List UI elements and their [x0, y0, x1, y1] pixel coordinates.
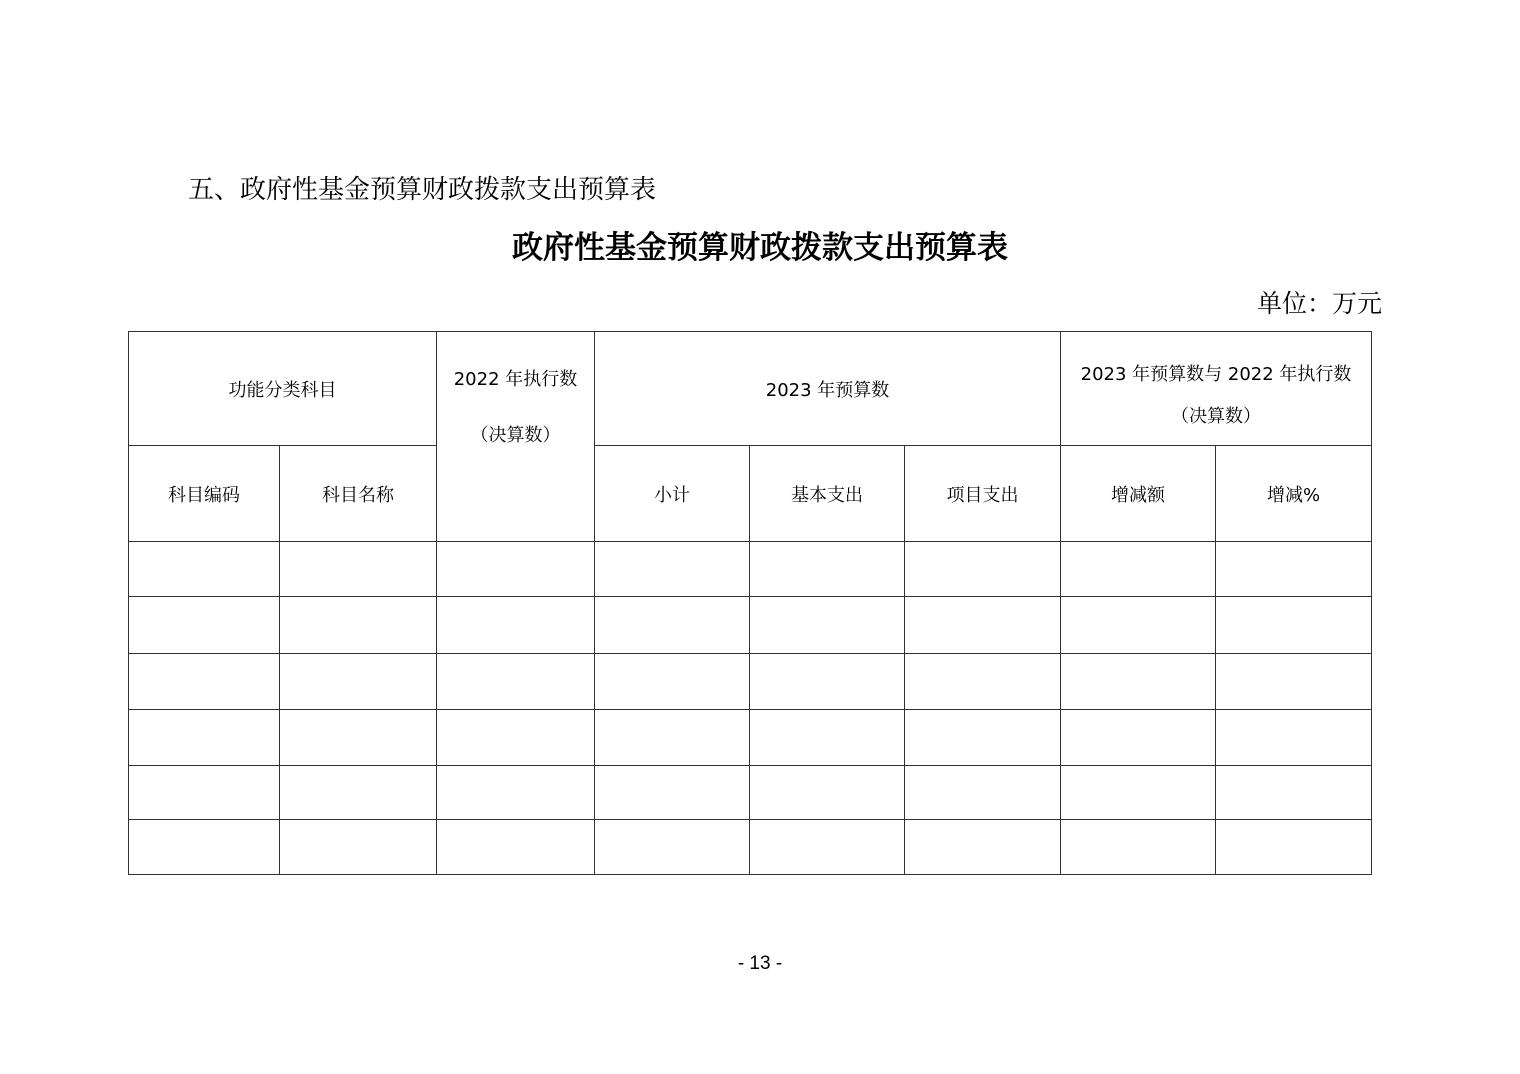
exec-2022-header — [437, 332, 595, 542]
table-cell — [595, 542, 750, 597]
table-cell — [595, 766, 750, 820]
table-cell — [129, 654, 280, 710]
table-cell — [129, 710, 280, 766]
table-row — [129, 710, 1372, 766]
table-cell — [1061, 654, 1216, 710]
table-cell — [1216, 654, 1372, 710]
header-row-2 — [129, 446, 1372, 542]
table-cell — [595, 654, 750, 710]
subject-code-header — [129, 446, 280, 542]
table-cell — [280, 766, 437, 820]
table-cell — [1216, 597, 1372, 654]
table-cell — [1061, 766, 1216, 820]
header-row-1 — [129, 332, 1372, 446]
subject-code-label: 科目编码 — [168, 484, 240, 506]
table-cell — [1216, 820, 1372, 875]
exec-2022-sublabel: （决算数） — [470, 425, 561, 446]
project-expenditure-header — [905, 446, 1061, 542]
table-cell — [750, 654, 905, 710]
table-cell — [1216, 542, 1372, 597]
table-cell — [129, 820, 280, 875]
table-cell — [129, 542, 280, 597]
table-cell — [129, 597, 280, 654]
basic-expenditure-header — [750, 446, 905, 542]
comparison-label: 2023 年预算数与 2022 年执行数 — [1080, 363, 1352, 385]
table-cell — [750, 597, 905, 654]
table-cell — [905, 654, 1061, 710]
table-cell — [437, 710, 595, 766]
subject-name-header — [280, 446, 437, 542]
table-cell — [750, 820, 905, 875]
comparison-sublabel: （决算数） — [1171, 405, 1262, 427]
functional-category-label: 功能分类科目 — [228, 379, 337, 401]
table-cell — [280, 542, 437, 597]
basic-expenditure-label: 基本支出 — [791, 484, 863, 506]
table-cell — [437, 654, 595, 710]
table-cell — [1061, 597, 1216, 654]
table-cell — [1061, 710, 1216, 766]
table-cell — [280, 710, 437, 766]
table-cell — [750, 542, 905, 597]
change-amount-header — [1061, 446, 1216, 542]
table-row — [129, 597, 1372, 654]
table-cell — [595, 820, 750, 875]
table-cell — [437, 766, 595, 820]
budget-2023-label: 2023 年预算数 — [765, 379, 890, 401]
table-row — [129, 542, 1372, 597]
budget-table — [128, 331, 1372, 875]
table-cell — [1216, 710, 1372, 766]
budget-2023-header — [595, 332, 1061, 446]
table-cell — [129, 766, 280, 820]
page-number: - 13 - — [737, 953, 783, 974]
section-heading: 五、政府性基金预算财政拨款支出预算表 — [188, 175, 657, 205]
subtotal-label: 小计 — [654, 484, 690, 506]
table-cell — [280, 597, 437, 654]
unit-label: 单位：万元 — [1256, 289, 1382, 318]
table-row — [129, 766, 1372, 820]
table-cell — [280, 820, 437, 875]
table-cell — [750, 766, 905, 820]
exec-2022-label: 2022 年执行数 — [453, 369, 578, 390]
table-cell — [595, 710, 750, 766]
comparison-header — [1061, 332, 1372, 446]
table-cell — [750, 710, 905, 766]
table-cell — [437, 542, 595, 597]
table-row — [129, 654, 1372, 710]
subject-name-label: 科目名称 — [322, 484, 394, 506]
table-cell — [905, 597, 1061, 654]
table-cell — [905, 542, 1061, 597]
table-cell — [437, 597, 595, 654]
change-percent-header — [1216, 446, 1372, 542]
change-percent-label: 增减% — [1266, 484, 1321, 506]
functional-category-header — [129, 332, 437, 446]
table-cell — [1061, 542, 1216, 597]
table-cell — [1061, 820, 1216, 875]
table-cell — [905, 710, 1061, 766]
table-cell — [1216, 766, 1372, 820]
change-amount-label: 增减额 — [1111, 484, 1166, 506]
project-expenditure-label: 项目支出 — [946, 484, 1019, 506]
table-title: 政府性基金预算财政拨款支出预算表 — [512, 230, 1008, 266]
table-cell — [280, 654, 437, 710]
table-cell — [595, 597, 750, 654]
table-row — [129, 820, 1372, 875]
table-cell — [905, 820, 1061, 875]
table-cell — [905, 766, 1061, 820]
table-cell — [437, 820, 595, 875]
subtotal-header — [595, 446, 750, 542]
